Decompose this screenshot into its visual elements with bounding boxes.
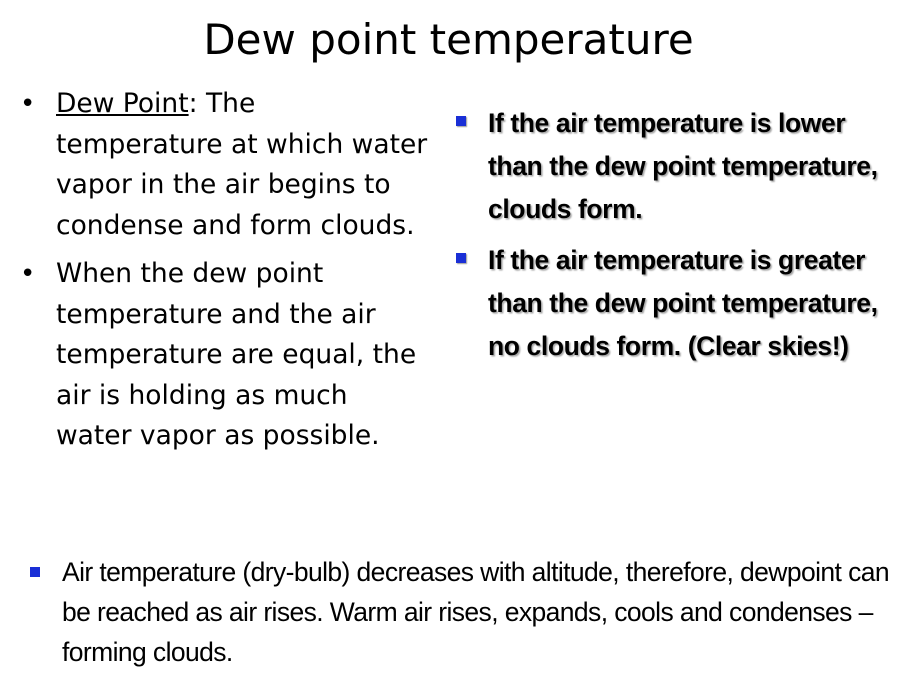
equal-temperatures-text: When the dew point temperature and the air temperature are equal, the air is holding as much water vapor as possible.: [56, 258, 417, 451]
square-bullet-icon: [30, 567, 40, 577]
clouds-form-text: If the air temperature is lower than the dew point temperature, clouds form.: [488, 108, 878, 224]
dew-point-term: Dew Point: [56, 88, 189, 119]
bullet-dot-icon: •: [20, 89, 36, 119]
square-bullet-icon: [456, 116, 466, 126]
no-clouds-text: If the air temperature is greater than the dew point temperature, no clouds form. (Clear skies!): [488, 245, 878, 361]
bullet-dot-icon: •: [20, 259, 36, 289]
bullet-dew-point-definition: [18, 84, 428, 246]
bullet-no-clouds: [448, 239, 893, 368]
air-temperature-altitude-text: Air temperature (dry-bulb) decreases with altitude, therefore, dewpoint can be reached as air rises. Warm air rises, expands, cools and condenses – forming clouds.: [62, 557, 889, 667]
slide-title: Dew point temperature: [203, 15, 694, 64]
bottom-note: [26, 552, 892, 672]
right-column: [448, 102, 893, 376]
dew-point-definition: : The temperature at which water vapor in the air begins to condense and form clouds.: [56, 88, 428, 241]
bullet-clouds-form: [448, 102, 893, 231]
square-bullet-icon: [456, 253, 466, 263]
left-column: [18, 84, 428, 465]
bullet-equal-temperatures: [18, 254, 428, 457]
bullet-air-temperature-altitude: [26, 552, 892, 672]
